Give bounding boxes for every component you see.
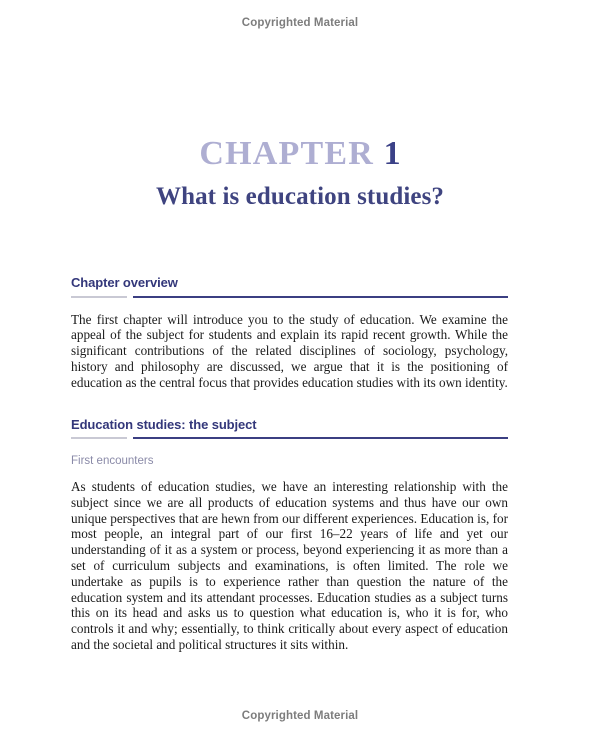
section-heading-chapter-overview: Chapter overview xyxy=(71,275,178,290)
section-divider xyxy=(71,437,508,439)
divider-dark-segment xyxy=(133,437,508,439)
spacer xyxy=(71,469,508,479)
section-heading-education-studies: Education studies: the subject xyxy=(71,416,257,432)
chapter-eyebrow-word: CHAPTER xyxy=(199,135,374,172)
section-education-studies-the-subject xyxy=(71,417,508,653)
paragraph-chapter-overview: The first chapter will introduce you to the study of education. We examine the appeal of the subject for students and explain its rapid recent growth. While the significant contributions of the related disciplines of sociology, psychology, history and philosophy are discussed, we argue that it is the positioning of education as the central focus that provides education studies with its own identity. xyxy=(71,311,508,390)
chapter-number: 1 xyxy=(383,135,401,172)
chapter-eyebrow xyxy=(0,136,600,172)
page-title: What is education studies? xyxy=(155,182,445,210)
spacer xyxy=(71,439,508,455)
paragraph-first-encounters: As students of education studies, we have an interesting relationship with the subject since we are all products of education systems and thus have our own unique perspectives that are hewn from our different experiences. Education is, for most people, an integral part of our first 16–22 years of life and yet our understanding of it as a system or process, beyond experiencing it as more than a set of curriculum subjects and examinations, is often limited. The role we undertake as pupils is to experience rather than question the nature of the education system and its attendant processes. Education studies as a subject turns this on its head and asks us to question what education is, who it is for, who controls it and why; essentially, to think critically about every aspect of education and the societal and political structures it sits within. xyxy=(71,478,508,652)
divider-dark-segment xyxy=(133,296,508,298)
spacer xyxy=(71,298,508,312)
content-column xyxy=(71,275,508,653)
divider-light-segment xyxy=(71,437,127,439)
subheading-first-encounters: First encounters xyxy=(71,455,154,468)
section-chapter-overview xyxy=(71,275,508,391)
copyright-watermark-bottom: Copyrighted Material xyxy=(241,710,359,722)
spacer xyxy=(71,391,508,417)
copyright-watermark-top: Copyrighted Material xyxy=(241,17,359,29)
chapter-title-block xyxy=(0,136,600,210)
section-divider xyxy=(71,296,508,298)
divider-light-segment xyxy=(71,296,127,298)
